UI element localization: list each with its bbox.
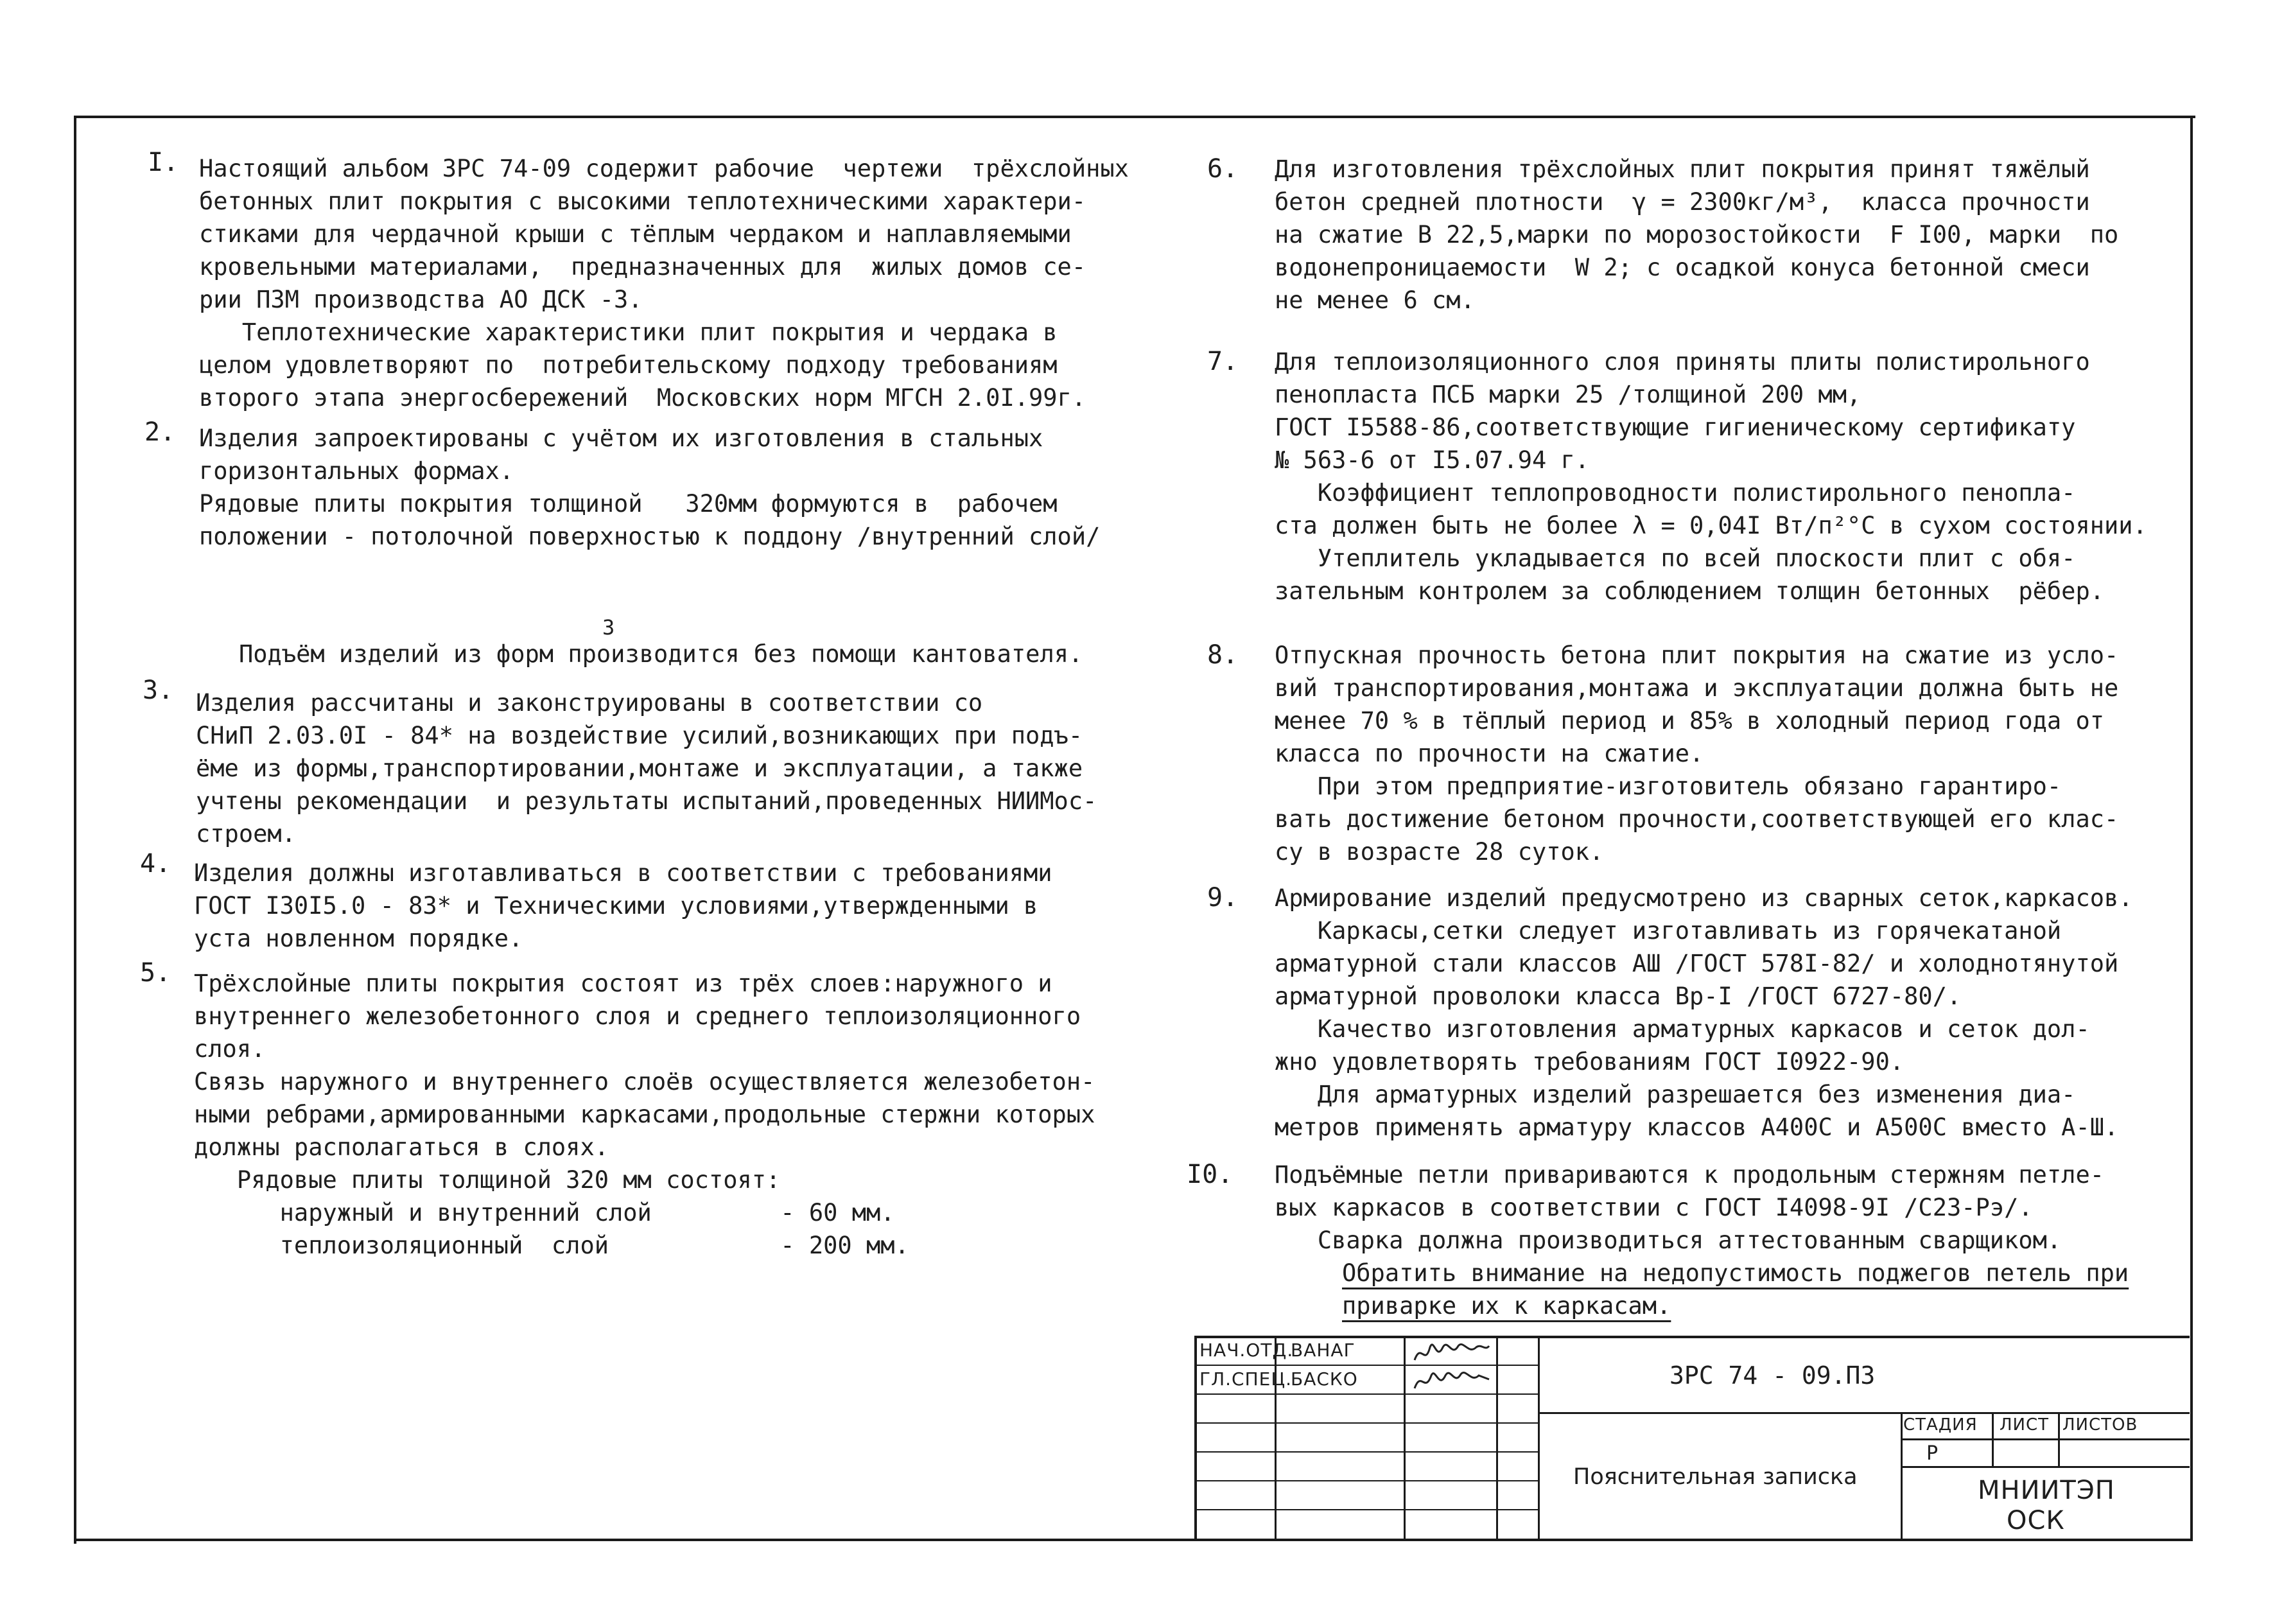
item-1-text: Настоящий альбом ЗРС 74-09 содержит рабочие чертежи трёхслойных бетонных плит покрытия с высокими теплотехническими характери- стиками для чердачной крыши с тёплым чердаком и наплавляемыми кровельными материалами, предназначенных для жилых домов се- рии П3М производства АО ДСК -3. Теплотехнические характеристики плит покрытия и чердака в целом удовлетворяют по потребительскому подходу требованиям второго этапа энергосбережений Московских норм МГСН 2.0I.99г.	[199, 155, 1129, 412]
item-5-text: Трёхслойные плиты покрытия состоят из трёх слоев:наружного и внутреннего железобетонного слоя и среднего теплоизоляционного слоя. Связь наружного и внутреннего слоёв осуществляется железобетон- ными ребрами,армированными каркасами,продольные стержни которых должны располагаться в слоях. Рядовые плиты толщиной 320 мм состоят: наружный и внутренний слой - 60 мм. теплоизоляционный слой - 200 мм.	[194, 970, 1095, 1259]
item-9-text: Армирование изделий предусмотрено из сварных сеток,каркасов. Каркасы,сетки следует изготавливать из горячекатаной арматурной стали классов АШ /ГОСТ 578I-82/ и холоднотянутой арматурной проволоки класса Вр-I /ГОСТ 6727-80/. Качество изготовления арматурных каркасов и сеток дол- жно удовлетворять требованиям ГОСТ I0922-90. Для арматурных изделий разрешается без изменения диа- метров применять арматуру классов А400С и А500С вместо А-Ш.	[1275, 884, 2133, 1141]
item-3-text: Изделия рассчитаны и законструированы в соответствии со СНиП 2.03.0I - 84* на воздействие усилий,возникающих при подъ- ёме из формы,транспортировании,монтаже и эксплуатации, а также учтены рекомендации и результаты испытаний,проведенных НИИМос- строем.	[196, 689, 1097, 848]
item-3-number: 3.	[143, 676, 174, 705]
organization-name: МНИИТЭП	[1978, 1476, 2115, 1505]
stage-header: СТАДИЯ	[1903, 1415, 1978, 1435]
stage-value: Р	[1926, 1442, 1939, 1465]
stamp-role-1: НАЧ.ОТД.	[1199, 1340, 1294, 1361]
item-8-number: 8.	[1207, 640, 1239, 670]
item-8-text: Отпускная прочность бетона плит покрытия на сжатие из усло- вий транспортирования,монтажа и эксплуатации должна быть не менее 70 % в тёплый период и 85% в холодный период года от класса по прочности на сжатие. При этом предприятие-изготовитель обязано гарантиро- вать достижение бетоном прочности,соответствующей его клас- су в возрасте 28 суток.	[1275, 642, 2119, 866]
item-2-margin-mark: 3	[602, 615, 615, 640]
signature-mark	[1409, 1338, 1493, 1393]
organization-subunit: ОСК	[2007, 1506, 2065, 1535]
item-6-number: 6.	[1207, 154, 1239, 184]
item-1-number: I.	[148, 148, 179, 177]
title-block	[1194, 1336, 2190, 1540]
item-2-extra-text: Подъём изделий из форм производится без помощи кантователя.	[239, 640, 1083, 668]
item-10-underlined-note: Обратить внимание на недопустимость поджегов петель при приварке их к каркасам.	[1342, 1259, 2129, 1320]
item-7-text: Для теплоизоляционного слоя приняты плиты полистирольного пенопласта ПСБ марки 25 /толщиной 200 мм, ГОСТ I5588-86,соответствующие гигиеническому сертификату № 563-6 от I5.07.94 г. Коэффициент теплопроводности полистирольного пенопла- ста должен быть не более λ = 0,04I Вт/п²°С в сухом состоянии. Утеплитель укладывается по всей плоскости плит с обя- зательным контролем за соблюдением толщин бетонных рёбер.	[1275, 348, 2147, 605]
item-4-number: 4.	[140, 849, 171, 878]
sheets-header: ЛИСТОВ	[2062, 1415, 2138, 1435]
document-title: Пояснительная записка	[1573, 1464, 1858, 1490]
document-code: ЗРС 74 - 09.ПЗ	[1669, 1361, 1876, 1390]
item-10-number: I0.	[1187, 1160, 1233, 1189]
item-2-text: Изделия запроектированы с учётом их изготовления в стальных горизонтальных формах. Рядовые плиты покрытия толщиной 320мм формуются в рабочем положении - потолочной поверхностью к поддону /внутренний слой/	[199, 424, 1101, 550]
item-4-text: Изделия должны изготавливаться в соответствии с требованиями ГОСТ I30I5.0 - 83* и Техническими условиями,утвержденными в уста новленном порядке.	[194, 859, 1052, 952]
frame-right-line	[2190, 116, 2193, 1541]
sheet-header: ЛИСТ	[2000, 1415, 2050, 1435]
stamp-name-1: ВАНАГ	[1291, 1340, 1355, 1361]
item-9-number: 9.	[1207, 883, 1239, 912]
item-2-number: 2.	[144, 417, 176, 447]
stamp-name-2: БАСКО	[1291, 1368, 1358, 1390]
item-10-text: Подъёмные петли привариваются к продольным стержням петле- вых каркасов в соответствии с ГОСТ I4098-9I /С23-Рэ/. Сварка должна производиться аттестованным сварщиком.	[1275, 1161, 2105, 1254]
item-5-number: 5.	[140, 958, 171, 988]
item-7-number: 7.	[1207, 347, 1239, 376]
item-6-text: Для изготовления трёхслойных плит покрытия принят тяжёлый бетон средней плотности γ = 2300кг/м³, класса прочности на сжатие В 22,5,марки по морозостойкости F I00, марки по водонепроницаемости W 2; с осадкой конуса бетонной смеси не менее 6 см.	[1275, 155, 2119, 314]
stamp-role-2: ГЛ.СПЕЦ.	[1199, 1368, 1292, 1390]
